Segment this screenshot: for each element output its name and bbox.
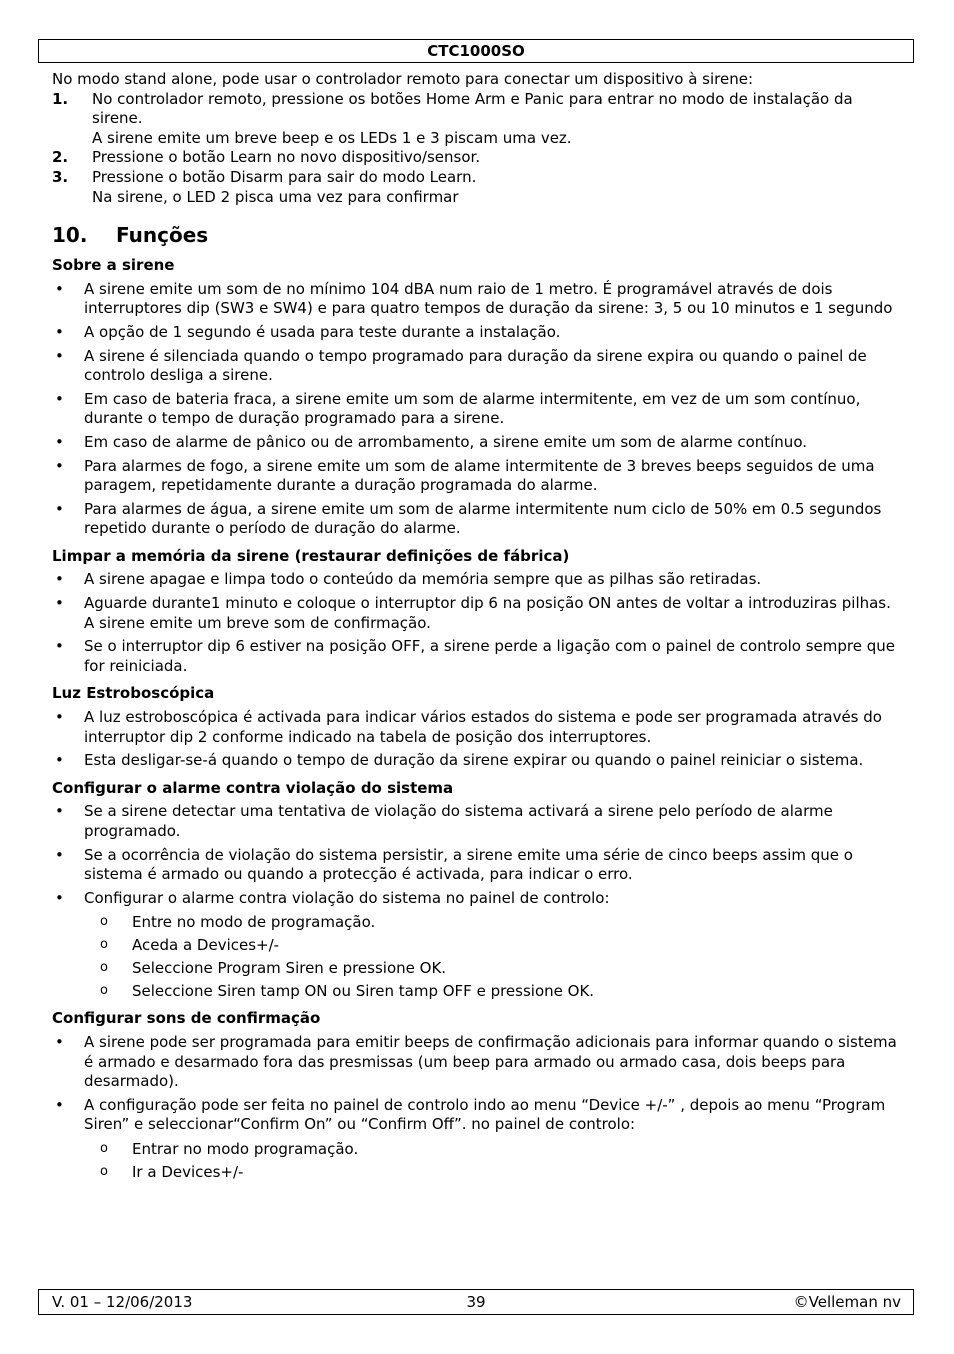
footer-copyright: ©Velleman nv bbox=[793, 1293, 901, 1311]
list-item: • A sirene pode ser programada para emitir beeps de confirmação adicionais para informar quando o sistema é armado e desarmado fora das presmissas (um beep para armado ou armado casa, dois beeps para desarmado). bbox=[55, 1032, 897, 1091]
section-heading bbox=[52, 222, 897, 248]
sub-bullet-glyph: o bbox=[100, 937, 108, 953]
sub-list-item: o Entre no modo de programação. bbox=[100, 913, 376, 932]
sub-bullet-glyph: o bbox=[100, 1163, 108, 1179]
bullet-list bbox=[52, 570, 897, 676]
list-item: • Esta desligar-se-á quando o tempo de duração da sirene expirar ou quando o painel reiniciar o sistema. bbox=[55, 751, 864, 770]
bullet-list bbox=[52, 280, 897, 539]
list-item: • A configuração pode ser feita no painel de controlo indo ao menu “Device +/-” , depois ao menu “Program Siren” e seleccionar“Confirm On” ou “Confirm Off”. no painel de controlo: bbox=[55, 1095, 886, 1134]
list-item: • A sirene é silenciada quando o tempo programado para duração da sirene expira ou quando o painel de controlo desliga a sirene. bbox=[55, 346, 867, 385]
list-item: • Se a sirene detectar uma tentativa de violação do sistema activará a sirene pelo período de alarme programado. bbox=[55, 802, 833, 840]
bullet-glyph: • bbox=[55, 346, 64, 365]
bullet-glyph: • bbox=[55, 456, 64, 475]
bullet-glyph: • bbox=[55, 389, 64, 408]
bullet-glyph: • bbox=[55, 1095, 64, 1114]
step-text: Pressione o botão Disarm para sair do modo Learn. bbox=[92, 167, 477, 186]
sub-list-item: o Entrar no modo programação. bbox=[100, 1139, 359, 1158]
step-note: Na sirene, o LED 2 pisca uma vez para confirmar bbox=[92, 187, 459, 206]
step-number: 2. bbox=[52, 148, 69, 167]
sub-list-item: o Aceda a Devices+/- bbox=[100, 936, 280, 955]
bullet-list bbox=[52, 802, 897, 908]
subsection-title: Luz Estroboscópica bbox=[52, 684, 215, 703]
list-item: • A sirene apagae e limpa todo o conteúdo da memória sempre que as pilhas são retiradas. bbox=[55, 570, 762, 589]
sub-list-item: o Seleccione Program Siren e pressione OK. bbox=[100, 959, 447, 978]
sub-list-item: o Ir a Devices+/- bbox=[100, 1162, 244, 1181]
list-item: • Em caso de bateria fraca, a sirene emite um som de alarme intermitente, em vez de um som contínuo, durante o tempo de duração programado para a sirene. bbox=[55, 389, 861, 428]
list-item: • Em caso de alarme de pânico ou de arrombamento, a sirene emite um som de alarme contínuo. bbox=[55, 432, 807, 451]
sub-list-item: o Seleccione Siren tamp ON ou Siren tamp OFF e pressione OK. bbox=[100, 982, 595, 1001]
sub-bullet-glyph: o bbox=[100, 960, 108, 976]
list-item: • Se o interruptor dip 6 estiver na posição OFF, a sirene perde a ligação com o painel de controlo sempre que for reiniciada. bbox=[55, 637, 895, 675]
footer-page-number: 39 bbox=[466, 1293, 486, 1311]
bullet-glyph: • bbox=[55, 432, 64, 451]
step-item bbox=[52, 168, 897, 207]
bullet-glyph: • bbox=[55, 594, 64, 613]
section-number: 10. bbox=[52, 223, 88, 248]
intro-paragraph: No modo stand alone, pode usar o controlador remoto para conectar um dispositivo à sirene: bbox=[52, 70, 754, 88]
item-note: A sirene emite um breve som de confirmação. bbox=[84, 613, 431, 632]
bullet-glyph: • bbox=[55, 322, 64, 341]
list-item: • Configurar o alarme contra violação do sistema no painel de controlo: bbox=[55, 888, 610, 907]
bullet-glyph: • bbox=[55, 802, 64, 821]
subsection-title: Sobre a sirene bbox=[52, 256, 175, 275]
sub-bullet-glyph: o bbox=[100, 1140, 108, 1156]
page-content bbox=[52, 70, 897, 1185]
step-note: A sirene emite um breve beep e os LEDs 1 e 3 piscam uma vez. bbox=[92, 128, 572, 147]
list-item: • A sirene emite um som de no mínimo 104 dBA num raio de 1 metro. É programável através de dois interruptores dip (SW3 e SW4) e para quatro tempos de duração da sirene: 3, 5 ou 10 minutos e 1 segundo bbox=[55, 279, 893, 318]
header-title: CTC1000SO bbox=[427, 42, 525, 60]
bullet-glyph: • bbox=[55, 499, 64, 518]
step-number: 1. bbox=[52, 89, 69, 108]
sub-bullet-list bbox=[52, 1139, 897, 1182]
step-text: No controlador remoto, pressione os botões Home Arm e Panic para entrar no modo de instalação da sirene. bbox=[92, 89, 853, 128]
subsection-title: Configurar o alarme contra violação do sistema bbox=[52, 778, 454, 797]
bullet-glyph: • bbox=[55, 845, 64, 864]
list-item: • A luz estroboscópica é activada para indicar vários estados do sistema e pode ser programada através do interruptor dip 2 conforme indicado na tabela de posição dos interruptores. bbox=[55, 708, 882, 746]
sub-bullet-glyph: o bbox=[100, 914, 108, 930]
document-footer bbox=[38, 1289, 914, 1315]
bullet-glyph: • bbox=[55, 888, 64, 907]
section-title: Funções bbox=[116, 223, 209, 248]
list-item: • Aguarde durante1 minuto e coloque o interruptor dip 6 na posição ON antes de voltar a introduziras pilhas. A sirene emite um breve som de confirmação. bbox=[55, 594, 891, 632]
footer-version: V. 01 – 12/06/2013 bbox=[52, 1293, 193, 1311]
bullet-glyph: • bbox=[55, 708, 64, 727]
subsection-title: Configurar sons de confirmação bbox=[52, 1009, 321, 1028]
sub-bullet-glyph: o bbox=[100, 983, 108, 999]
bullet-glyph: • bbox=[55, 751, 64, 770]
list-item: • Se a ocorrência de violação do sistema persistir, a sirene emite uma série de cinco beeps assim que o sistema é armado ou quando a protecção é activada, para indicar o erro. bbox=[55, 845, 853, 884]
step-number: 3. bbox=[52, 167, 69, 186]
list-item: • A opção de 1 segundo é usada para teste durante a instalação. bbox=[55, 322, 561, 341]
list-item: • Para alarmes de água, a sirene emite um som de alarme intermitente num ciclo de 50% em 0.5 segundos repetido durante o período de duração do alarme. bbox=[55, 499, 882, 538]
bullet-glyph: • bbox=[55, 1032, 64, 1051]
bullet-glyph: • bbox=[55, 279, 64, 298]
step-item bbox=[52, 90, 897, 149]
bullet-list bbox=[52, 708, 897, 771]
bullet-glyph: • bbox=[55, 637, 64, 656]
subsection-title: Limpar a memória da sirene (restaurar definições de fábrica) bbox=[52, 546, 570, 565]
document-header bbox=[38, 39, 914, 63]
list-item: • Para alarmes de fogo, a sirene emite um som de alame intermitente de 3 breves beeps seguidos de uma paragem, repetidamente durante a duração programada do alarme. bbox=[55, 456, 875, 495]
bullet-glyph: • bbox=[55, 570, 64, 589]
sub-bullet-list bbox=[52, 912, 897, 1001]
step-text: Pressione o botão Learn no novo dispositivo/sensor. bbox=[92, 148, 481, 167]
step-item bbox=[52, 148, 897, 168]
bullet-list bbox=[52, 1033, 897, 1135]
